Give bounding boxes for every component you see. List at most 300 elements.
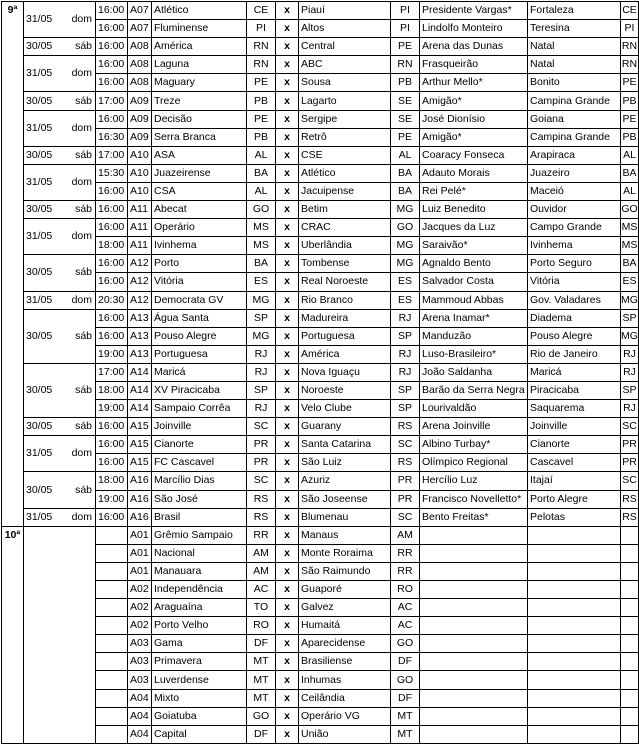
- city-state: [621, 635, 639, 653]
- match-group: A11: [128, 219, 152, 237]
- away-state: BA: [391, 182, 420, 200]
- match-group: A13: [128, 309, 152, 327]
- home-state: PB: [247, 128, 276, 146]
- versus-mark: x: [276, 182, 299, 200]
- home-state: MT: [247, 671, 276, 689]
- match-group: A13: [128, 345, 152, 363]
- versus-mark: x: [276, 164, 299, 182]
- match-time: 18:00: [96, 237, 128, 255]
- home-state: DF: [247, 635, 276, 653]
- away-team: São Luiz: [299, 454, 391, 472]
- match-row: [2, 146, 639, 164]
- match-time: 17:00: [96, 363, 128, 381]
- away-state: RR: [391, 544, 420, 562]
- home-team: Joinville: [152, 418, 247, 436]
- away-team: Uberlândia: [299, 237, 391, 255]
- match-row: [2, 635, 639, 653]
- match-time: 17:00: [96, 146, 128, 164]
- city: Joinville: [528, 418, 621, 436]
- stadium: Arena Inamar*: [420, 309, 528, 327]
- away-state: MT: [391, 725, 420, 743]
- stadium: [420, 599, 528, 617]
- stadium: Arena Joinville: [420, 418, 528, 436]
- match-time: 19:00: [96, 490, 128, 508]
- versus-mark: x: [276, 454, 299, 472]
- versus-mark: x: [276, 38, 299, 56]
- stadium: [420, 671, 528, 689]
- city-state: [621, 689, 639, 707]
- stadium: Bento Freitas*: [420, 508, 528, 526]
- match-date: [24, 526, 62, 743]
- city-state: SP: [621, 381, 639, 399]
- stadium: Arthur Mello*: [420, 74, 528, 92]
- city: Cianorte: [528, 436, 621, 454]
- away-team: CRAC: [299, 219, 391, 237]
- city: Teresina: [528, 20, 621, 38]
- match-row: [2, 273, 639, 291]
- match-group: A11: [128, 201, 152, 219]
- home-team: Manauara: [152, 562, 247, 580]
- match-time: 16:00: [96, 219, 128, 237]
- match-row: [2, 20, 639, 38]
- match-group: A09: [128, 110, 152, 128]
- city-state: RN: [621, 38, 639, 56]
- match-row: [2, 74, 639, 92]
- versus-mark: x: [276, 309, 299, 327]
- stadium: [420, 562, 528, 580]
- match-weekday: sáb: [62, 255, 96, 291]
- city-state: AL: [621, 146, 639, 164]
- versus-mark: x: [276, 110, 299, 128]
- versus-mark: x: [276, 128, 299, 146]
- city-state: MS: [621, 219, 639, 237]
- home-team: Operário: [152, 219, 247, 237]
- match-date: 30/05: [24, 146, 62, 164]
- away-team: Guaporé: [299, 581, 391, 599]
- away-team: São Joseense: [299, 490, 391, 508]
- match-date: 30/05: [24, 38, 62, 56]
- away-state: AC: [391, 617, 420, 635]
- stadium: [420, 653, 528, 671]
- match-weekday: sáb: [62, 309, 96, 363]
- stadium: Coaracy Fonseca: [420, 146, 528, 164]
- home-team: Primavera: [152, 653, 247, 671]
- match-weekday: dom: [62, 2, 96, 38]
- away-state: RJ: [391, 363, 420, 381]
- stadium: Barão da Serra Negra: [420, 381, 528, 399]
- away-team: Aparecidense: [299, 635, 391, 653]
- versus-mark: x: [276, 345, 299, 363]
- match-time: [96, 725, 128, 743]
- city: Campo Grande: [528, 219, 621, 237]
- stadium: Presidente Vargas*: [420, 2, 528, 20]
- match-weekday: dom: [62, 219, 96, 255]
- home-state: RS: [247, 490, 276, 508]
- match-group: A01: [128, 526, 152, 544]
- versus-mark: x: [276, 544, 299, 562]
- match-row: [2, 92, 639, 110]
- match-group: A16: [128, 508, 152, 526]
- city-state: MG: [621, 291, 639, 309]
- match-group: A09: [128, 128, 152, 146]
- versus-mark: x: [276, 508, 299, 526]
- home-team: Atlético: [152, 2, 247, 20]
- match-group: A08: [128, 74, 152, 92]
- match-row: [2, 562, 639, 580]
- away-team: Humaitá: [299, 617, 391, 635]
- match-group: A14: [128, 400, 152, 418]
- match-row: [2, 689, 639, 707]
- versus-mark: x: [276, 400, 299, 418]
- match-time: [96, 671, 128, 689]
- city: Porto Seguro: [528, 255, 621, 273]
- match-group: A02: [128, 581, 152, 599]
- match-row: [2, 508, 639, 526]
- match-time: 18:00: [96, 472, 128, 490]
- match-group: A14: [128, 381, 152, 399]
- home-team: Ivinhema: [152, 237, 247, 255]
- match-date: 30/05: [24, 255, 62, 291]
- home-team: Vitória: [152, 273, 247, 291]
- match-time: 16:00: [96, 74, 128, 92]
- away-state: SC: [391, 436, 420, 454]
- city: [528, 562, 621, 580]
- home-team: Independência: [152, 581, 247, 599]
- versus-mark: x: [276, 201, 299, 219]
- stadium: Lourivaldão: [420, 400, 528, 418]
- stadium: Salvador Costa: [420, 273, 528, 291]
- home-team: Portuguesa: [152, 345, 247, 363]
- city: [528, 725, 621, 743]
- match-weekday: sáb: [62, 472, 96, 508]
- home-state: DF: [247, 725, 276, 743]
- stadium: Adauto Morais: [420, 164, 528, 182]
- away-state: GO: [391, 671, 420, 689]
- versus-mark: x: [276, 617, 299, 635]
- city: Campina Grande: [528, 128, 621, 146]
- home-state: MT: [247, 653, 276, 671]
- match-weekday: dom: [62, 436, 96, 472]
- stadium: Rei Pelé*: [420, 182, 528, 200]
- match-group: A01: [128, 562, 152, 580]
- match-date: 30/05: [24, 418, 62, 436]
- city: [528, 581, 621, 599]
- match-group: A15: [128, 418, 152, 436]
- match-time: [96, 617, 128, 635]
- away-team: Sergipe: [299, 110, 391, 128]
- match-time: 16:00: [96, 454, 128, 472]
- stadium: Hercílio Luz: [420, 472, 528, 490]
- home-state: BA: [247, 255, 276, 273]
- stadium: [420, 526, 528, 544]
- versus-mark: x: [276, 671, 299, 689]
- match-time: [96, 581, 128, 599]
- home-state: MG: [247, 327, 276, 345]
- away-team: Lagarto: [299, 92, 391, 110]
- match-row: [2, 544, 639, 562]
- city: Ivinhema: [528, 237, 621, 255]
- city: Pouso Alegre: [528, 327, 621, 345]
- city-state: AL: [621, 182, 639, 200]
- match-time: 16:00: [96, 327, 128, 345]
- versus-mark: x: [276, 689, 299, 707]
- match-group: A03: [128, 653, 152, 671]
- match-time: 19:00: [96, 400, 128, 418]
- match-time: [96, 544, 128, 562]
- away-team: Manaus: [299, 526, 391, 544]
- away-team: Sousa: [299, 74, 391, 92]
- stadium: Albino Turbay*: [420, 436, 528, 454]
- match-row: [2, 725, 639, 743]
- versus-mark: x: [276, 472, 299, 490]
- home-team: Serra Branca: [152, 128, 247, 146]
- match-date: 31/05: [24, 436, 62, 472]
- away-state: RR: [391, 562, 420, 580]
- home-state: AC: [247, 581, 276, 599]
- away-state: SP: [391, 400, 420, 418]
- match-time: 16:00: [96, 418, 128, 436]
- city: Fortaleza: [528, 2, 621, 20]
- stadium: Lindolfo Monteiro: [420, 20, 528, 38]
- city-state: RS: [621, 490, 639, 508]
- city: Bonito: [528, 74, 621, 92]
- city: Maceió: [528, 182, 621, 200]
- away-state: RN: [391, 56, 420, 74]
- home-state: RJ: [247, 345, 276, 363]
- city-state: BA: [621, 255, 639, 273]
- match-weekday: sáb: [62, 363, 96, 417]
- match-date: 31/05: [24, 56, 62, 92]
- versus-mark: x: [276, 255, 299, 273]
- match-row: [2, 327, 639, 345]
- stadium: [420, 635, 528, 653]
- match-date: 31/05: [24, 110, 62, 146]
- match-row: [2, 219, 639, 237]
- match-group: A03: [128, 635, 152, 653]
- stadium: Amigão*: [420, 128, 528, 146]
- away-state: RJ: [391, 345, 420, 363]
- away-team: Retrô: [299, 128, 391, 146]
- match-weekday: sáb: [62, 418, 96, 436]
- match-group: A13: [128, 327, 152, 345]
- city: Gov. Valadares: [528, 291, 621, 309]
- stadium: [420, 581, 528, 599]
- home-team: XV Piracicaba: [152, 381, 247, 399]
- city: Vitória: [528, 273, 621, 291]
- away-state: AM: [391, 526, 420, 544]
- match-row: [2, 38, 639, 56]
- match-weekday: [62, 526, 96, 743]
- match-row: [2, 110, 639, 128]
- versus-mark: x: [276, 237, 299, 255]
- home-state: AL: [247, 146, 276, 164]
- match-group: A14: [128, 363, 152, 381]
- home-state: MG: [247, 291, 276, 309]
- stadium: [420, 544, 528, 562]
- home-team: Mixto: [152, 689, 247, 707]
- home-state: RJ: [247, 363, 276, 381]
- home-team: Pouso Alegre: [152, 327, 247, 345]
- away-state: ES: [391, 291, 420, 309]
- stadium: João Saldanha: [420, 363, 528, 381]
- home-team: Grêmio Sampaio: [152, 526, 247, 544]
- home-state: SC: [247, 472, 276, 490]
- match-time: 16:00: [96, 508, 128, 526]
- match-group: A04: [128, 689, 152, 707]
- match-time: 16:00: [96, 110, 128, 128]
- match-row: [2, 617, 639, 635]
- match-group: A08: [128, 38, 152, 56]
- match-time: 16:30: [96, 128, 128, 146]
- match-time: 15:30: [96, 164, 128, 182]
- stadium: [420, 689, 528, 707]
- city-state: SC: [621, 472, 639, 490]
- home-state: AL: [247, 182, 276, 200]
- match-group: A01: [128, 544, 152, 562]
- home-team: América: [152, 38, 247, 56]
- away-team: Galvez: [299, 599, 391, 617]
- home-state: MS: [247, 237, 276, 255]
- match-weekday: sáb: [62, 146, 96, 164]
- city-state: MG: [621, 327, 639, 345]
- city: Natal: [528, 38, 621, 56]
- away-state: SP: [391, 327, 420, 345]
- city-state: RJ: [621, 363, 639, 381]
- home-state: CE: [247, 2, 276, 20]
- home-team: Água Santa: [152, 309, 247, 327]
- match-time: [96, 707, 128, 725]
- home-team: Sampaio Corrêa: [152, 400, 247, 418]
- match-group: A04: [128, 707, 152, 725]
- match-weekday: sáb: [62, 38, 96, 56]
- match-date: 31/05: [24, 164, 62, 200]
- away-team: Altos: [299, 20, 391, 38]
- city-state: RN: [621, 56, 639, 74]
- city: [528, 526, 621, 544]
- home-team: Nacional: [152, 544, 247, 562]
- city: Saquarema: [528, 400, 621, 418]
- versus-mark: x: [276, 291, 299, 309]
- match-weekday: dom: [62, 508, 96, 526]
- match-row: [2, 345, 639, 363]
- city: [528, 617, 621, 635]
- match-date: 30/05: [24, 92, 62, 110]
- match-date: 30/05: [24, 363, 62, 417]
- home-team: Porto Velho: [152, 617, 247, 635]
- city-state: SP: [621, 309, 639, 327]
- stadium: Saraivão*: [420, 237, 528, 255]
- match-group: A07: [128, 20, 152, 38]
- stadium: [420, 725, 528, 743]
- schedule-table: [1, 1, 639, 744]
- match-date: 31/05: [24, 2, 62, 38]
- away-state: PE: [391, 128, 420, 146]
- versus-mark: x: [276, 2, 299, 20]
- city-state: [621, 581, 639, 599]
- home-state: RJ: [247, 400, 276, 418]
- match-row: [2, 599, 639, 617]
- home-state: PR: [247, 454, 276, 472]
- match-group: A12: [128, 291, 152, 309]
- match-group: A09: [128, 92, 152, 110]
- away-team: Rio Branco: [299, 291, 391, 309]
- home-state: RO: [247, 617, 276, 635]
- match-time: 16:00: [96, 436, 128, 454]
- away-state: PE: [391, 38, 420, 56]
- match-row: [2, 128, 639, 146]
- away-team: Nova Iguaçu: [299, 363, 391, 381]
- home-team: Capital: [152, 725, 247, 743]
- away-state: RS: [391, 418, 420, 436]
- away-team: Piauí: [299, 2, 391, 20]
- city: Pelotas: [528, 508, 621, 526]
- match-row: [2, 309, 639, 327]
- match-weekday: dom: [62, 291, 96, 309]
- away-team: Inhumas: [299, 671, 391, 689]
- away-team: União: [299, 725, 391, 743]
- match-group: A08: [128, 56, 152, 74]
- city-state: [621, 707, 639, 725]
- home-state: PR: [247, 436, 276, 454]
- city-state: [621, 725, 639, 743]
- away-state: ES: [391, 273, 420, 291]
- away-team: Portuguesa: [299, 327, 391, 345]
- match-time: 16:00: [96, 20, 128, 38]
- match-time: 18:00: [96, 381, 128, 399]
- home-team: Luverdense: [152, 671, 247, 689]
- away-state: MG: [391, 255, 420, 273]
- away-team: Guarany: [299, 418, 391, 436]
- away-state: SP: [391, 381, 420, 399]
- home-state: PE: [247, 110, 276, 128]
- away-team: Central: [299, 38, 391, 56]
- home-state: MS: [247, 219, 276, 237]
- match-row: [2, 381, 639, 399]
- city-state: PR: [621, 436, 639, 454]
- home-state: SC: [247, 418, 276, 436]
- match-row: [2, 201, 639, 219]
- stadium: Olímpico Regional: [420, 454, 528, 472]
- versus-mark: x: [276, 526, 299, 544]
- stadium: Jacques da Luz: [420, 219, 528, 237]
- city: Ouvidor: [528, 201, 621, 219]
- away-state: BA: [391, 164, 420, 182]
- match-row: [2, 472, 639, 490]
- match-row: [2, 653, 639, 671]
- home-team: Abecat: [152, 201, 247, 219]
- match-time: 16:00: [96, 255, 128, 273]
- match-group: A10: [128, 146, 152, 164]
- match-weekday: sáb: [62, 201, 96, 219]
- match-weekday: sáb: [62, 92, 96, 110]
- stadium: Agnaldo Bento: [420, 255, 528, 273]
- versus-mark: x: [276, 562, 299, 580]
- versus-mark: x: [276, 363, 299, 381]
- versus-mark: x: [276, 327, 299, 345]
- versus-mark: x: [276, 635, 299, 653]
- match-time: [96, 653, 128, 671]
- stadium: Manduzão: [420, 327, 528, 345]
- city-state: SC: [621, 418, 639, 436]
- away-team: Tombense: [299, 255, 391, 273]
- away-state: AC: [391, 599, 420, 617]
- home-team: Fluminense: [152, 20, 247, 38]
- city-state: RJ: [621, 400, 639, 418]
- match-row: [2, 581, 639, 599]
- city-state: [621, 526, 639, 544]
- city: Natal: [528, 56, 621, 74]
- stadium: Mammoud Abbas: [420, 291, 528, 309]
